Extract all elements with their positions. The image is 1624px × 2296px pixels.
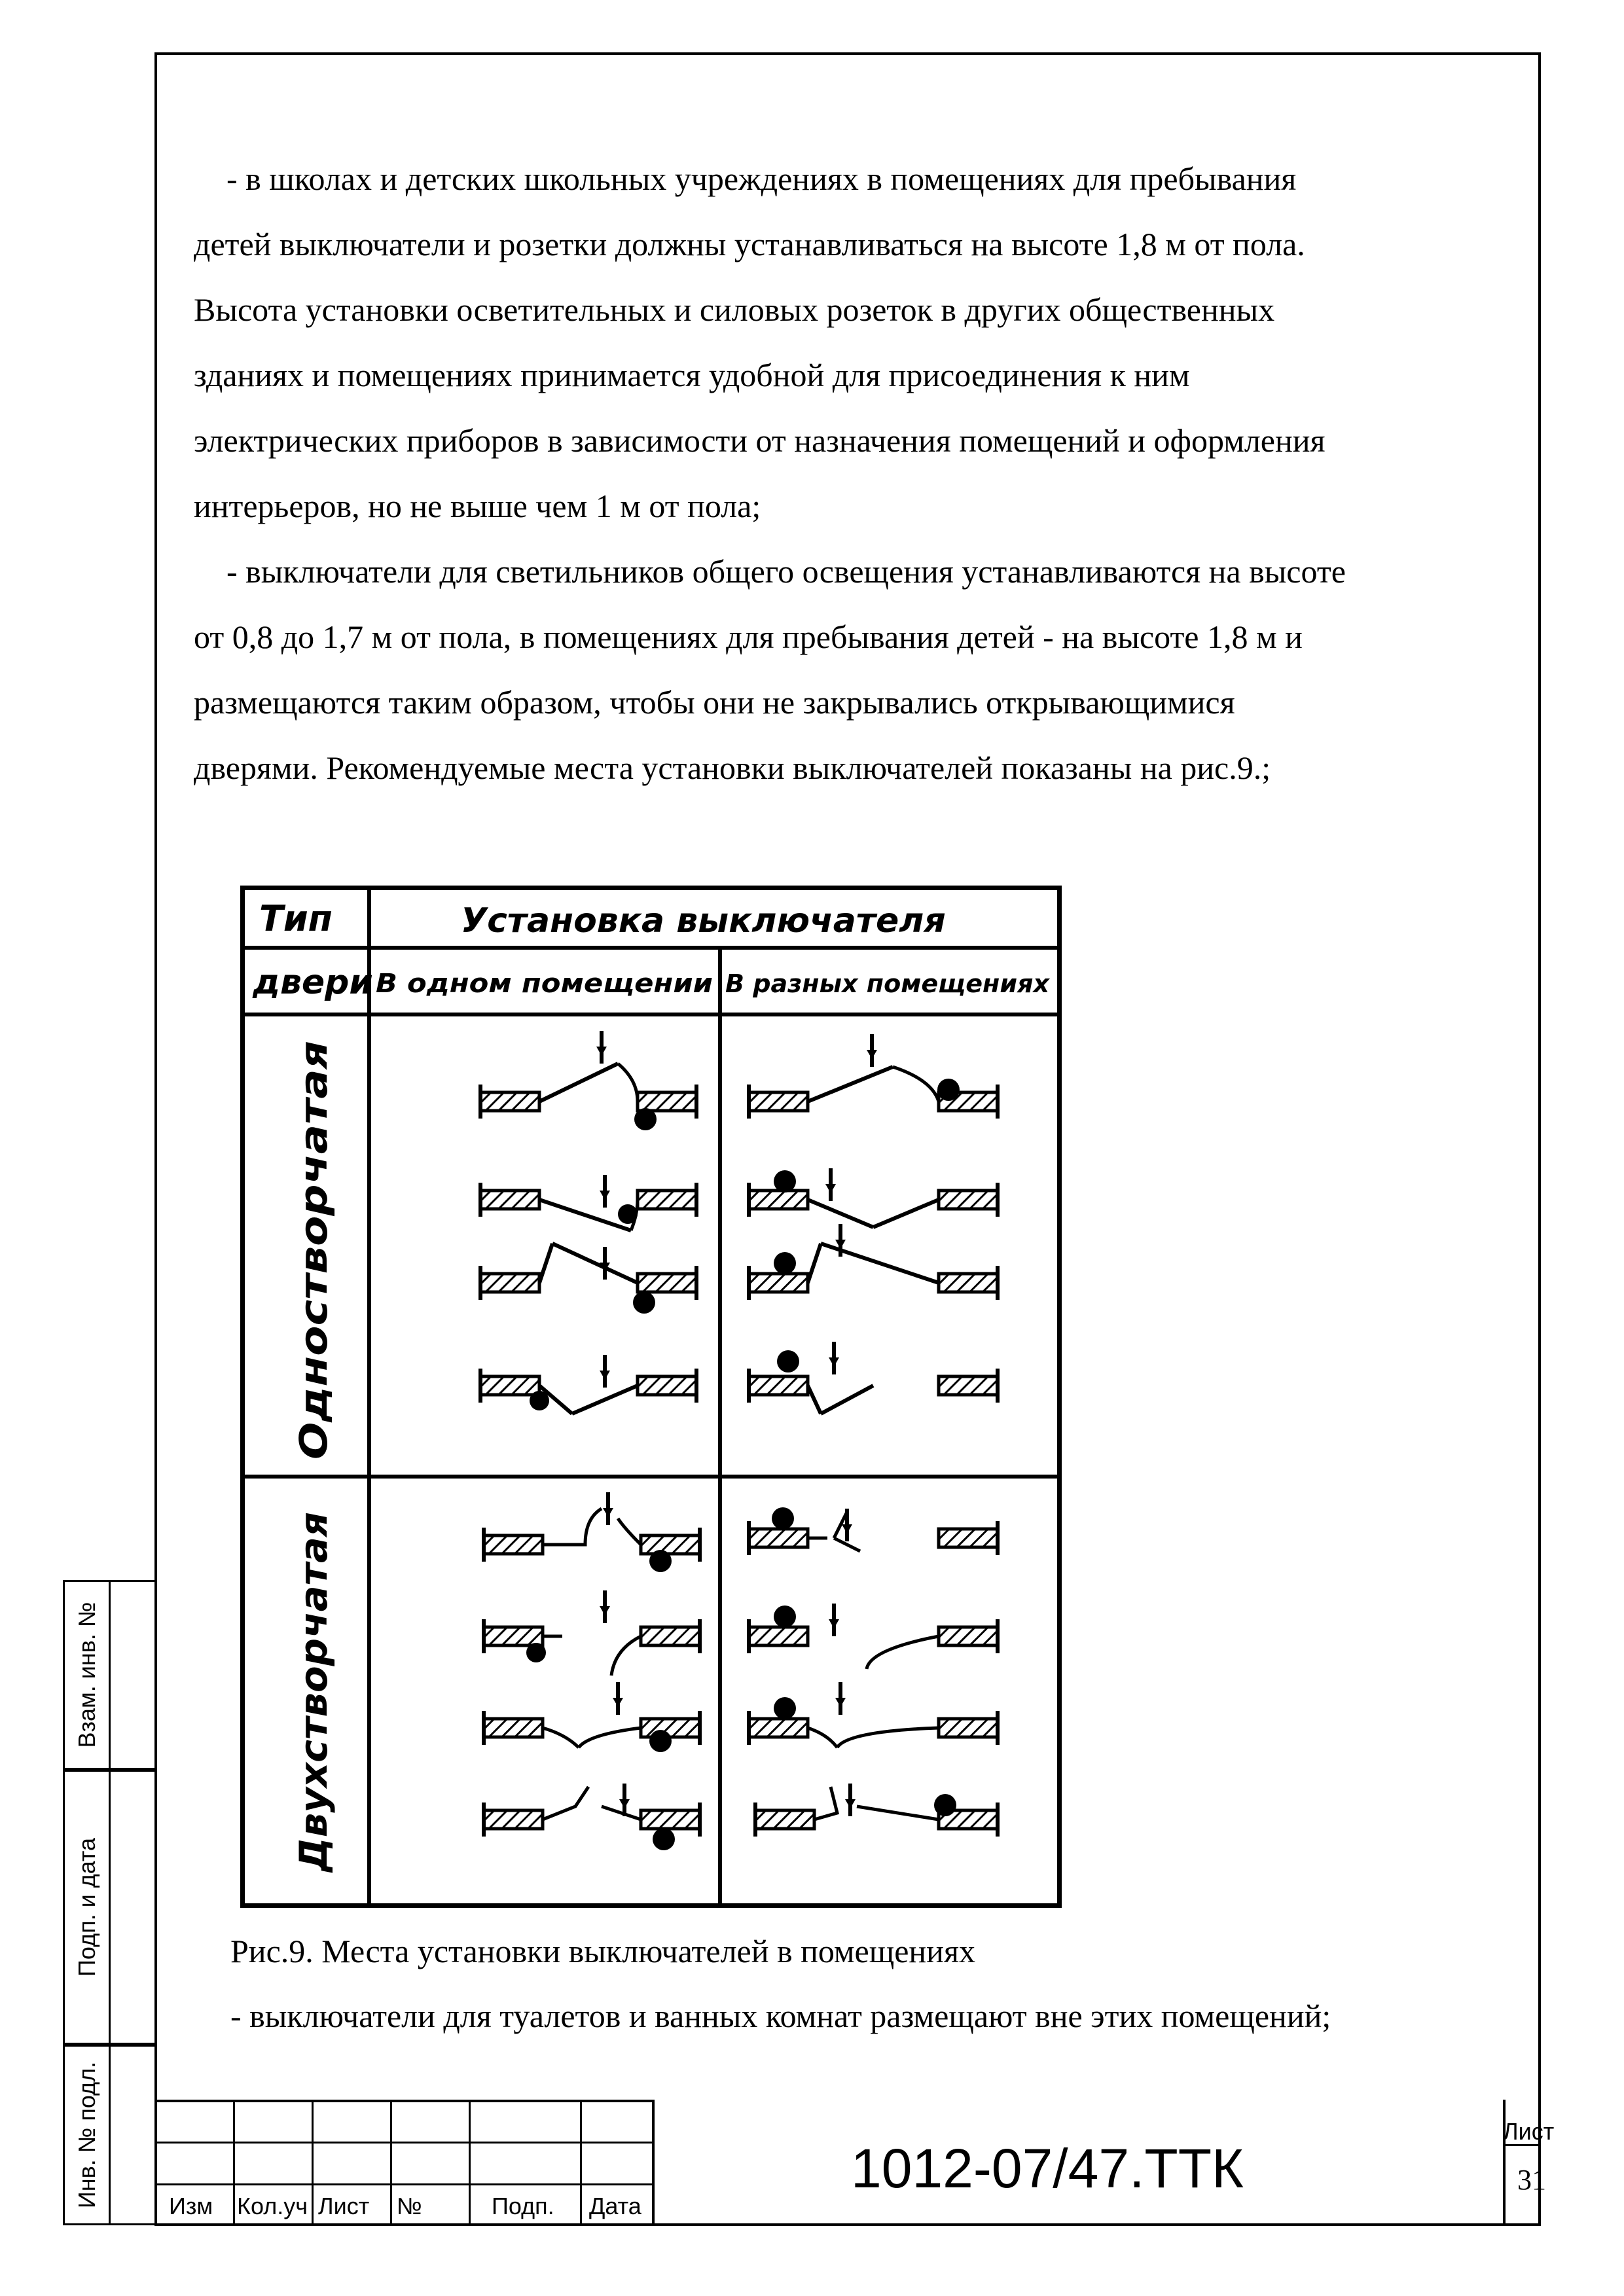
diagram-single-diff-2 [749, 1168, 998, 1227]
para-line-1: - в школах и детских школьных учреждениях в помещениях для пребывания [226, 160, 1297, 197]
side-cell-vzam [63, 1580, 154, 1770]
tb-header-izm: Изм [169, 2193, 213, 2219]
diagram-single-diff-1 [749, 1034, 998, 1119]
switch-placement-figure [240, 886, 1062, 1908]
header-door: двери [253, 963, 373, 1002]
header-type: Тип [259, 898, 333, 939]
side-cell-inv [63, 2045, 154, 2225]
para-line-4: зданиях и помещениях принимается удобной для присоединения к ним [194, 357, 1190, 393]
para-line-5: электрических приборов в зависимости от назначения помещений и оформления [194, 422, 1326, 459]
figure-caption: Рис.9. Места установки выключателей в помещениях [230, 1933, 975, 1969]
side-label-podp-data: Подп. и дата [73, 1837, 100, 1977]
para-line-2: детей выключатели и розетки должны устанавливаться на высоте 1,8 м от пола. [194, 226, 1305, 262]
diagram-single-diff-3 [749, 1224, 998, 1300]
side-stamp [63, 1580, 154, 2225]
body-text [194, 146, 1523, 800]
diagram-single-same-2 [480, 1175, 696, 1230]
sheet-number: 31 [1517, 2164, 1546, 2196]
para-line-8: от 0,8 до 1,7 м от пола, в помещениях для пребывания детей - на высоте 1,8 м и [194, 619, 1303, 655]
sheet-label: Лист [1503, 2118, 1555, 2145]
diagram-double-same-4 [484, 1784, 700, 1850]
para-line-10: дверями. Рекомендуемые места установки выключателей показаны на рис.9.; [194, 749, 1271, 786]
diagram-single-same-3 [480, 1244, 696, 1314]
diagram-double-diff-1 [749, 1507, 998, 1555]
diagram-single-diff-4 [749, 1342, 998, 1414]
tb-header-num: № [397, 2193, 422, 2219]
para-line-3: Высота установки осветительных и силовых розеток в других общественных [194, 291, 1275, 328]
header-same-room: В одном помещении [376, 969, 713, 999]
para-line-6: интерьеров, но не выше чем 1 м от пола; [194, 488, 761, 524]
side-cell-podp [63, 1770, 154, 2045]
diagram-single-same-4 [480, 1355, 696, 1414]
after-figure-text: - выключатели для туалетов и ванных комнат размещают вне этих помещений; [230, 1998, 1331, 2034]
diagram-single-same-1 [480, 1031, 696, 1130]
side-label-inv-podl: Инв. № подл. [73, 2061, 100, 2209]
tb-header-podp: Подп. [492, 2193, 554, 2219]
row-double-leaf: Двухстворчатая [291, 1519, 336, 1872]
side-label-vzam-inv: Взам. инв. № [73, 1602, 100, 1748]
diagram-double-diff-3 [749, 1682, 998, 1748]
header-install: Установка выключателя [461, 901, 946, 941]
document-code: 1012-07/47.ТТК [851, 2138, 1244, 2199]
tb-header-list: Лист [318, 2193, 370, 2219]
tb-header-kol: Кол.уч [237, 2193, 308, 2219]
tb-header-data: Дата [589, 2193, 641, 2219]
diagram-double-same-3 [484, 1682, 700, 1752]
diagram-double-diff-4 [755, 1784, 998, 1837]
diagram-double-diff-2 [749, 1604, 998, 1669]
para-line-9: размещаются таким образом, чтобы они не закрывались открывающимися [194, 684, 1235, 721]
diagram-double-same-1 [484, 1492, 700, 1572]
para-line-7: - выключатели для светильников общего освещения устанавливаются на высоте [226, 553, 1346, 590]
figure-drawing [245, 890, 1057, 1903]
header-diff-rooms: В разных помещениях [725, 969, 1051, 998]
diagram-double-same-2 [484, 1590, 700, 1676]
row-single-leaf: Одностворчатая [291, 1098, 336, 1460]
